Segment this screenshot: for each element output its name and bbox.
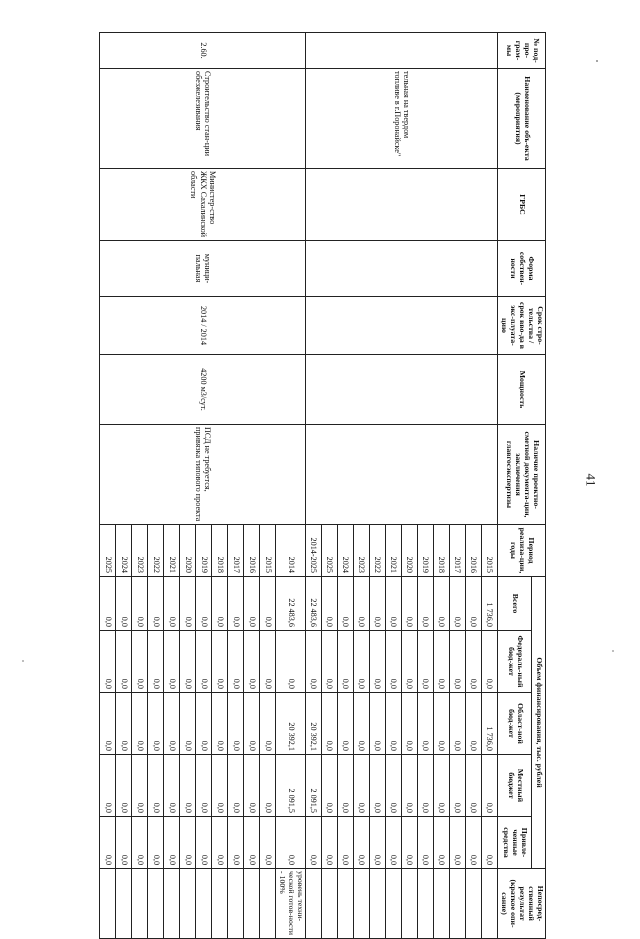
local-cell: 0,0 (466, 755, 482, 817)
local-cell: 2 091,5 (306, 755, 322, 817)
private-cell: 0,0 (100, 817, 116, 869)
local-cell: 0,0 (370, 755, 386, 817)
period-cell: 2019 (418, 525, 434, 577)
scan-speck (22, 660, 24, 662)
header-funding-group: Объем финансирования, тыс. рублей (532, 577, 546, 869)
total-cell: 0,0 (196, 577, 212, 631)
result-cell-empty (306, 869, 322, 939)
private-cell: 0,0 (212, 817, 228, 869)
total-cell: 0,0 (466, 577, 482, 631)
total-cell: 0,0 (322, 577, 338, 631)
private-cell: 0,0 (132, 817, 148, 869)
federal-cell: 0,0 (466, 631, 482, 693)
federal-cell: 0,0 (338, 631, 354, 693)
header-private: Привле-ченные средства (498, 817, 532, 869)
total-cell: 0,0 (164, 577, 180, 631)
local-cell: 0,0 (212, 755, 228, 817)
private-cell: 0,0 (450, 817, 466, 869)
federal-cell: 0,0 (418, 631, 434, 693)
ownership-cell: муници-пальная (100, 241, 306, 297)
private-cell: 0,0 (322, 817, 338, 869)
private-cell: 0,0 (244, 817, 260, 869)
period-cell: 2017 (228, 525, 244, 577)
local-cell: 0,0 (322, 755, 338, 817)
cell-num-empty (306, 33, 498, 69)
total-cell: 0,0 (354, 577, 370, 631)
local-cell: 0,0 (434, 755, 450, 817)
header-grbs: ГРБС (498, 169, 546, 241)
local-cell: 0,0 (450, 755, 466, 817)
regional-cell: 0,0 (100, 693, 116, 755)
result-cell-empty (100, 869, 116, 939)
regional-cell: 0,0 (322, 693, 338, 755)
total-cell: 0,0 (180, 577, 196, 631)
funding-table (99, 32, 546, 939)
total-cell: 0,0 (244, 577, 260, 631)
result-cell-empty (132, 869, 148, 939)
total-cell: 0,0 (100, 577, 116, 631)
total-cell: 0,0 (402, 577, 418, 631)
total-cell: 0,0 (116, 577, 132, 631)
regional-cell: 0,0 (386, 693, 402, 755)
private-cell: 0,0 (402, 817, 418, 869)
total-cell: 0,0 (212, 577, 228, 631)
header-docs: Наличие проектно-сметной документа-ции, заключения главгосэкспертизы (498, 425, 546, 525)
local-cell: 0,0 (482, 755, 498, 817)
total-cell: 0,0 (370, 577, 386, 631)
table-row (482, 33, 498, 939)
period-cell: 2015 (260, 525, 276, 577)
federal-cell: 0,0 (228, 631, 244, 693)
result-cell-empty (370, 869, 386, 939)
regional-cell: 0,0 (212, 693, 228, 755)
private-cell: 0,0 (386, 817, 402, 869)
period-cell: 2017 (450, 525, 466, 577)
result-cell-empty (322, 869, 338, 939)
result-cell-empty (228, 869, 244, 939)
federal-cell: 0,0 (386, 631, 402, 693)
result-cell: уровень техни-ческой готов-ности - 100% (276, 869, 306, 939)
private-cell: 0,0 (276, 817, 306, 869)
result-cell-empty (164, 869, 180, 939)
private-cell: 0,0 (482, 817, 498, 869)
federal-cell: 0,0 (100, 631, 116, 693)
header-num: № под-про-грам-мы (498, 33, 546, 69)
header-regional: Област-ной бюд-жет (498, 693, 532, 755)
result-cell-empty (418, 869, 434, 939)
total-cell: 0,0 (418, 577, 434, 631)
period-cell: 2016 (244, 525, 260, 577)
federal-cell: 0,0 (354, 631, 370, 693)
result-cell-empty (244, 869, 260, 939)
result-cell-empty (434, 869, 450, 939)
local-cell: 0,0 (164, 755, 180, 817)
local-cell: 0,0 (196, 755, 212, 817)
regional-cell: 0,0 (244, 693, 260, 755)
result-cell-empty (466, 869, 482, 939)
regional-cell: 0,0 (354, 693, 370, 755)
federal-cell: 0,0 (322, 631, 338, 693)
local-cell: 0,0 (132, 755, 148, 817)
local-cell: 0,0 (244, 755, 260, 817)
federal-cell: 0,0 (276, 631, 306, 693)
federal-cell: 0,0 (450, 631, 466, 693)
regional-cell: 0,0 (116, 693, 132, 755)
header-name: Наименование объ-екта (мероприятия) (498, 69, 546, 169)
period-cell: 2023 (132, 525, 148, 577)
period-cell: 2023 (354, 525, 370, 577)
private-cell: 0,0 (196, 817, 212, 869)
result-cell-empty (354, 869, 370, 939)
rotated-table-area (38, 32, 548, 936)
period-cell: 2020 (402, 525, 418, 577)
period-cell: 2025 (322, 525, 338, 577)
result-cell-empty (260, 869, 276, 939)
header-ownership: Форма собствен-ности (498, 241, 546, 297)
regional-cell: 0,0 (402, 693, 418, 755)
result-cell-empty (450, 869, 466, 939)
result-cell-empty (338, 869, 354, 939)
period-cell: 2015 (482, 525, 498, 577)
result-cell-empty (180, 869, 196, 939)
scan-speck (612, 650, 614, 652)
local-cell: 0,0 (402, 755, 418, 817)
total-cell: 22 483,6 (306, 577, 322, 631)
federal-cell: 0,0 (402, 631, 418, 693)
period-cell: 2014 (276, 525, 306, 577)
total-cell: 22 483,6 (276, 577, 306, 631)
regional-cell: 20 392,1 (306, 693, 322, 755)
federal-cell: 0,0 (244, 631, 260, 693)
table-wrapper (38, 32, 546, 936)
federal-cell: 0,0 (148, 631, 164, 693)
grbs-cell: Министер-ство ЖКХ Сахалинской области (100, 169, 306, 241)
local-cell: 0,0 (228, 755, 244, 817)
empty-cell (306, 169, 498, 241)
regional-cell: 0,0 (450, 693, 466, 755)
local-cell: 0,0 (148, 755, 164, 817)
object-name-cell: тельная на твердом топливе в г.Поронайске" (306, 69, 498, 169)
local-cell: 0,0 (180, 755, 196, 817)
period-cell: 2018 (212, 525, 228, 577)
period-cell: 2024 (338, 525, 354, 577)
period-cell: 2020 (180, 525, 196, 577)
private-cell: 0,0 (370, 817, 386, 869)
header-result: Непосред-ственный результат (краткое опи-сание) (498, 869, 546, 939)
regional-cell: 0,0 (164, 693, 180, 755)
period-cell: 2021 (386, 525, 402, 577)
local-cell: 0,0 (260, 755, 276, 817)
result-cell-empty (482, 869, 498, 939)
result-cell-empty (386, 869, 402, 939)
private-cell: 0,0 (306, 817, 322, 869)
private-cell: 0,0 (418, 817, 434, 869)
result-cell-empty (212, 869, 228, 939)
private-cell: 0,0 (338, 817, 354, 869)
federal-cell: 0,0 (116, 631, 132, 693)
result-cell-empty (196, 869, 212, 939)
regional-cell: 0,0 (418, 693, 434, 755)
period-cell: 2022 (370, 525, 386, 577)
header-local: Местный бюджет (498, 755, 532, 817)
page-number: 41 (583, 473, 599, 487)
private-cell: 0,0 (116, 817, 132, 869)
table-body (100, 33, 498, 939)
period-cell: 2024 (116, 525, 132, 577)
regional-cell: 0,0 (466, 693, 482, 755)
local-cell: 0,0 (386, 755, 402, 817)
federal-cell: 0,0 (434, 631, 450, 693)
total-cell: 0,0 (450, 577, 466, 631)
local-cell: 0,0 (100, 755, 116, 817)
regional-cell: 0,0 (180, 693, 196, 755)
total-cell: 0,0 (434, 577, 450, 631)
regional-cell: 0,0 (434, 693, 450, 755)
regional-cell: 0,0 (370, 693, 386, 755)
header-total: Всего (498, 577, 532, 631)
total-cell: 0,0 (260, 577, 276, 631)
federal-cell: 0,0 (132, 631, 148, 693)
period-cell: 2018 (434, 525, 450, 577)
private-cell: 0,0 (164, 817, 180, 869)
capacity-cell: 4200 м3/сут. (100, 355, 306, 425)
regional-cell: 1 736,0 (482, 693, 498, 755)
private-cell: 0,0 (228, 817, 244, 869)
empty-cell (306, 425, 498, 525)
local-cell: 0,0 (116, 755, 132, 817)
scan-speck (596, 60, 598, 62)
private-cell: 0,0 (180, 817, 196, 869)
federal-cell: 0,0 (482, 631, 498, 693)
header-term: Срок стро-тельства / срок вво-да в экс-плуата-цию (498, 297, 546, 355)
federal-cell: 0,0 (180, 631, 196, 693)
regional-cell: 0,0 (228, 693, 244, 755)
period-cell: 2014-2025 (306, 525, 322, 577)
total-cell: 1 736,0 (482, 577, 498, 631)
result-cell-empty (402, 869, 418, 939)
local-cell: 0,0 (354, 755, 370, 817)
period-cell: 2022 (148, 525, 164, 577)
empty-cell (306, 355, 498, 425)
total-cell: 0,0 (228, 577, 244, 631)
regional-cell: 0,0 (196, 693, 212, 755)
subprogram-num: 2.60. (100, 33, 306, 69)
private-cell: 0,0 (434, 817, 450, 869)
total-cell: 0,0 (132, 577, 148, 631)
regional-cell: 0,0 (132, 693, 148, 755)
period-cell: 2016 (466, 525, 482, 577)
federal-cell: 0,0 (212, 631, 228, 693)
docs-cell: ПСД не требуется, привязка типового проекта (100, 425, 306, 525)
federal-cell: 0,0 (370, 631, 386, 693)
total-cell: 0,0 (386, 577, 402, 631)
private-cell: 0,0 (148, 817, 164, 869)
empty-cell (306, 297, 498, 355)
period-cell: 2021 (164, 525, 180, 577)
federal-cell: 0,0 (260, 631, 276, 693)
federal-cell: 0,0 (306, 631, 322, 693)
header-federal: Федераль-ный бюд-жет (498, 631, 532, 693)
result-cell-empty (148, 869, 164, 939)
private-cell: 0,0 (260, 817, 276, 869)
result-cell-empty (116, 869, 132, 939)
total-cell: 0,0 (148, 577, 164, 631)
empty-cell (306, 241, 498, 297)
table-row (276, 33, 306, 939)
federal-cell: 0,0 (196, 631, 212, 693)
local-cell: 0,0 (338, 755, 354, 817)
regional-cell: 20 392,1 (276, 693, 306, 755)
period-cell: 2019 (196, 525, 212, 577)
regional-cell: 0,0 (148, 693, 164, 755)
regional-cell: 0,0 (260, 693, 276, 755)
local-cell: 2 091,5 (276, 755, 306, 817)
regional-cell: 0,0 (338, 693, 354, 755)
total-cell: 0,0 (338, 577, 354, 631)
private-cell: 0,0 (466, 817, 482, 869)
local-cell: 0,0 (418, 755, 434, 817)
federal-cell: 0,0 (164, 631, 180, 693)
header-capacity: Мощность (498, 355, 546, 425)
object-name-cell: Строительство стан-ции обезжелезивания (100, 69, 306, 169)
private-cell: 0,0 (354, 817, 370, 869)
period-cell: 2025 (100, 525, 116, 577)
term-cell: 2014 / 2014 (100, 297, 306, 355)
header-period: Период реализа-ции, годы (498, 525, 546, 577)
